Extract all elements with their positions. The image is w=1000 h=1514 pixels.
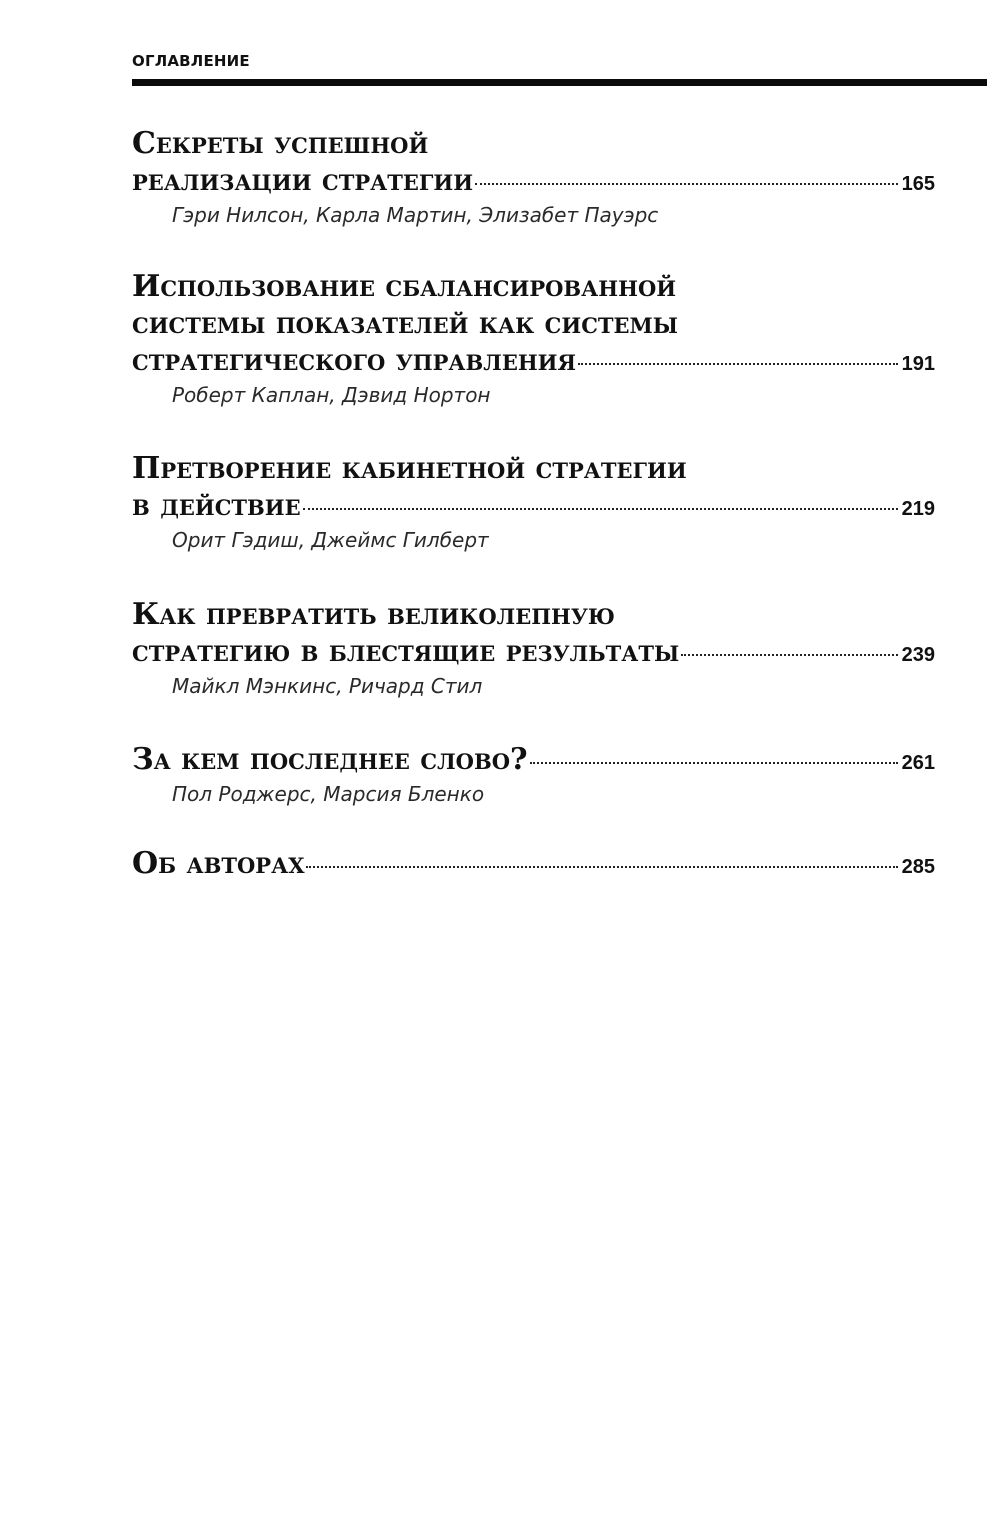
entry-title-line: Секреты успешной — [132, 126, 429, 161]
toc-entry — [132, 741, 935, 807]
entry-title-last-line — [132, 845, 935, 882]
toc-entry — [132, 125, 935, 228]
header-rule — [132, 79, 987, 86]
entry-authors: Пол Роджерс, Марсия Бленко — [172, 782, 485, 806]
page-number: 261 — [901, 752, 935, 774]
page-number: 219 — [901, 498, 935, 520]
entry-authors: Роберт Каплан, Дэвид Нортон — [172, 383, 491, 407]
entry-title-last-line — [132, 633, 935, 670]
page-number: 191 — [901, 353, 935, 375]
entry-title-line: стратегию в блестящие результаты — [132, 634, 680, 669]
toc-entry — [132, 268, 935, 408]
entry-title-line: реализации стратегии — [132, 163, 474, 198]
entry-authors: Майкл Мэнкинс, Ричард Стил — [172, 674, 483, 698]
entry-title-line: Как превратить великолепную — [132, 597, 615, 632]
entry-title-line: Претворение кабинетной стратегии — [132, 451, 687, 486]
entry-authors: Гэри Нилсон, Карла Мартин, Элизабет Пауэрс — [172, 203, 659, 227]
page-number: 285 — [901, 856, 935, 878]
running-header: ОГЛАВЛЕНИЕ — [132, 52, 250, 70]
page-number: 165 — [901, 173, 935, 195]
toc-entry — [132, 845, 935, 882]
entry-title-last-line — [132, 741, 935, 778]
entry-title-line: За кем последнее слово? — [132, 742, 528, 777]
dot-leader — [475, 183, 898, 185]
dot-leader — [303, 508, 898, 510]
dot-leader — [530, 762, 898, 764]
entry-title-last-line — [132, 342, 935, 379]
entry-title-line: в действие — [132, 488, 301, 523]
entry-title-line: стратегического управления — [132, 343, 577, 378]
entry-title-line: Об авторах — [132, 846, 305, 881]
dot-leader — [681, 654, 897, 656]
dot-leader — [306, 866, 897, 868]
entry-title-last-line — [132, 487, 935, 524]
entry-authors: Орит Гэдиш, Джеймс Гилберт — [172, 528, 489, 552]
entry-title-line: Использование сбалансированной — [132, 269, 677, 304]
entry-title-line: системы показателей как системы — [132, 306, 679, 341]
toc-entry — [132, 596, 935, 699]
dot-leader — [578, 363, 898, 365]
toc-entry — [132, 450, 935, 553]
page-number: 239 — [901, 644, 935, 666]
entry-title-last-line — [132, 162, 935, 199]
